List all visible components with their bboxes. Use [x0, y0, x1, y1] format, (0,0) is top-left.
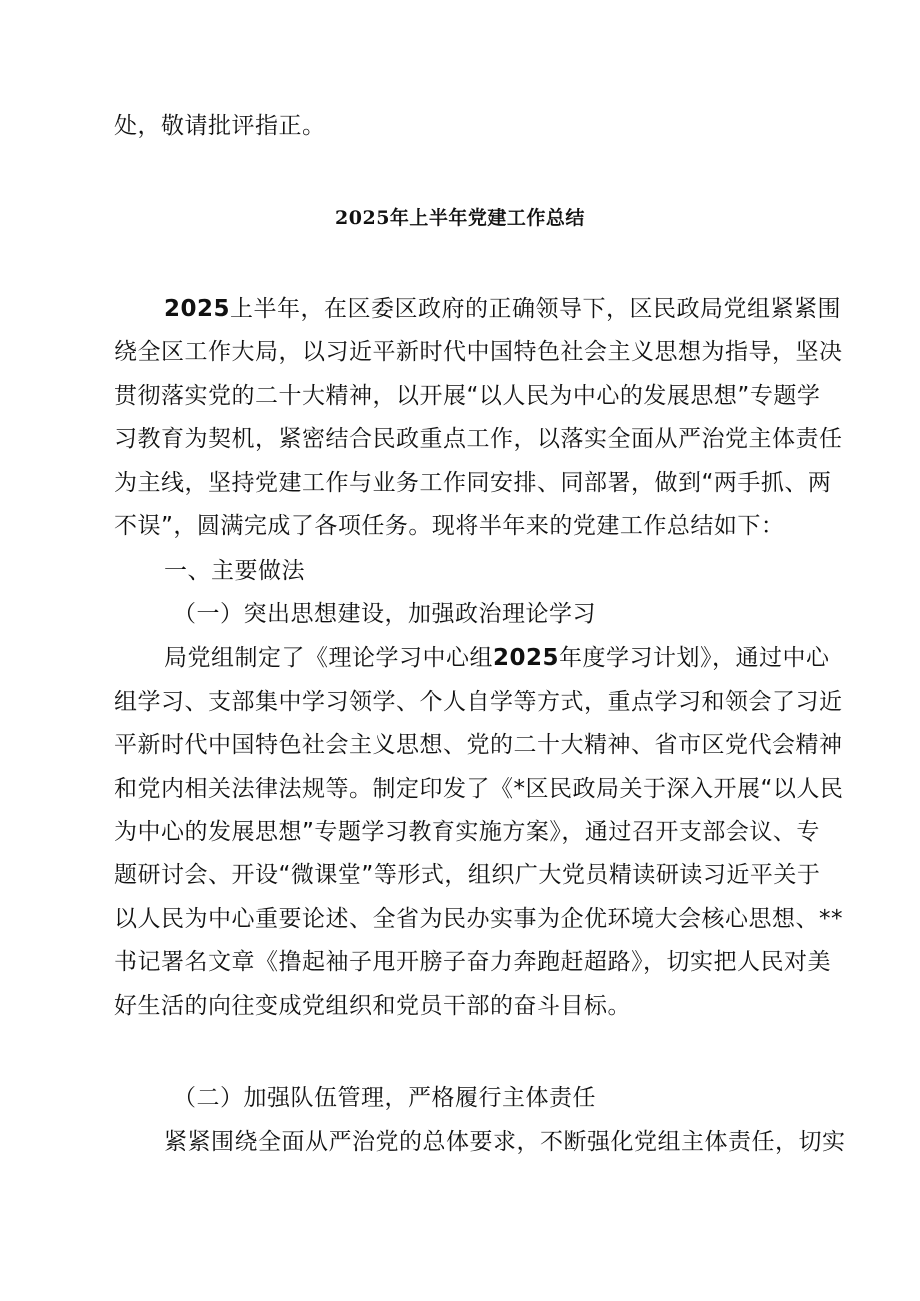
subsection-1-line-8: 书记署名文章《撸起袖子甩开膀子奋力奔跑赶超路》，切实把人民对美	[114, 949, 831, 975]
intro-line-5: 为主线，坚持党建工作与业务工作同安排、同部署，做到“两手抓、两	[114, 470, 832, 496]
subsection-2-heading: （二）加强队伍管理，严格履行主体责任	[173, 1085, 596, 1111]
subsection-2-line-1: 紧紧围绕全面从严治党的总体要求，不断强化党组主体责任，切实	[164, 1129, 846, 1155]
carryover-line: 处，敬请批评指正。	[114, 113, 326, 139]
subsection-1-line-1-pre: 局党组制定了《理论学习中心组	[164, 645, 493, 671]
document-title: 2025年上半年党建工作总结	[335, 207, 585, 229]
subsection-1-line-4: 和党内相关法律法规等。制定印发了《*区民政局关于深入开展“以人民	[114, 776, 844, 802]
subsection-1-line-3: 平新时代中国特色社会主义思想、党的二十大精神、省市区党代会精神	[114, 732, 843, 758]
subsection-1-line-7: 以人民为中心重要论述、全省为民办实事为企优环境大会核心思想、**	[114, 906, 843, 932]
subsection-1-year: 2025	[493, 645, 560, 671]
subsection-1-line-9: 好生活的向往变成党组织和党员干部的奋斗目标。	[114, 993, 631, 1019]
intro-line-1	[164, 287, 841, 331]
intro-line-2: 绕全区工作大局，以习近平新时代中国特色社会主义思想为指导，坚决	[114, 339, 843, 365]
subsection-1-heading: （一）突出思想建设，加强政治理论学习	[173, 601, 596, 627]
intro-line-6: 不误”，圆满完成了各项任务。现将半年来的党建工作总结如下：	[114, 513, 785, 539]
intro-line-3: 贯彻落实党的二十大精神，以开展“以人民为中心的发展思想”专题学	[114, 383, 821, 409]
subsection-1-line-1-post: 年度学习计划》，通过中心	[559, 645, 830, 671]
subsection-1-line-6: 题研讨会、开设“微课堂”等形式，组织广大党员精读研读习近平关于	[114, 862, 821, 888]
subsection-1-line-2: 组学习、支部集中学习领学、个人自学等方式，重点学习和领会了习近	[114, 689, 843, 715]
subsection-1-line-5: 为中心的发展思想”专题学习教育实施方案》，通过召开支部会议、专	[114, 819, 820, 845]
intro-line-1-text: 上半年，在区委区政府的正确领导下，区民政局党组紧紧围	[230, 296, 842, 322]
intro-year: 2025	[164, 296, 231, 322]
section-1-heading: 一、主要做法	[164, 558, 305, 584]
intro-line-4: 习教育为契机，紧密结合民政重点工作，以落实全面从严治党主体责任	[114, 426, 843, 452]
subsection-1-line-1	[164, 636, 830, 680]
